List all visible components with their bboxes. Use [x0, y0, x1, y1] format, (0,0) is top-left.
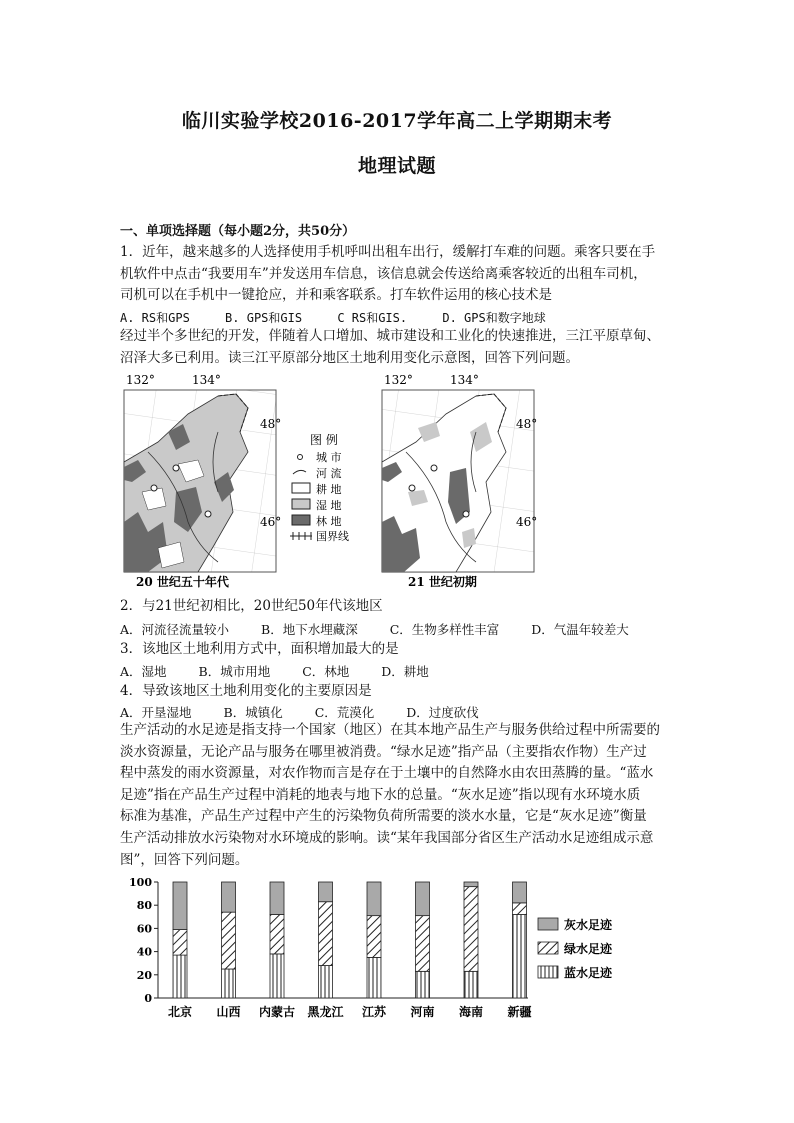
bar-segment-蓝水足迹 — [222, 969, 236, 998]
legend-border-label: 国界线 — [316, 530, 349, 543]
section-heading: 一、单项选择题（每小题2分，共50分） — [120, 224, 356, 239]
x-tick-label: 北京 — [167, 1005, 193, 1019]
question-2-stem — [120, 596, 680, 618]
option-a: A．湿地 — [120, 664, 167, 679]
question-3-stem — [120, 639, 680, 661]
lon-label-right-132: 132° — [384, 373, 413, 387]
bar-segment-蓝水足迹 — [513, 914, 527, 998]
legend-forest-label: 林 地 — [316, 515, 342, 528]
bar-segment-蓝水足迹 — [173, 955, 187, 998]
option-d: D．过度砍伐 — [406, 705, 479, 720]
x-tick-label: 河南 — [410, 1005, 435, 1019]
option-c: C RS和GIS. — [337, 311, 408, 325]
x-tick-label: 江苏 — [361, 1005, 387, 1019]
lat-label-46-left: 46° — [260, 515, 282, 529]
border-icon — [290, 532, 312, 540]
bar-segment-灰水足迹 — [513, 882, 527, 903]
question-1-options — [120, 309, 574, 326]
text-line: 经过半个多世纪的开发，伴随着人口增加、城市建设和工业化的快速推进，三江平原草甸、 — [120, 328, 660, 344]
wetland-icon — [292, 499, 310, 509]
x-tick-label: 海南 — [458, 1005, 484, 1019]
text-line: 生产活动排放水污染物对水环境成的影响。读“某年我国部分省区生产活动水足迹组成示意 — [120, 829, 654, 846]
lon-label-right-134: 134° — [450, 373, 479, 387]
y-tick-label: 40 — [136, 945, 152, 959]
lon-label-left-132: 132° — [126, 373, 155, 387]
lat-label-46-right: 46° — [516, 515, 538, 529]
y-tick-label: 0 — [144, 992, 152, 1005]
legend-wetland — [292, 498, 342, 512]
x-tick-label: 新疆 — [507, 1005, 532, 1019]
legend-swatch — [538, 942, 558, 954]
option-a: A．河流径流量较小 — [120, 622, 230, 637]
option-d: D. GPS和数字地球 — [442, 311, 546, 325]
legend-label: 蓝水足迹 — [564, 966, 613, 980]
page-subtitle: 地理试题 — [357, 155, 436, 177]
text-line: 司机可以在手机中一键抢应，并和乘客联系。打车软件运用的核心技术是 — [120, 287, 552, 304]
text-line: 沼泽大多已利用。读三江平原部分地区土地利用变化示意图，回答下列问题。 — [120, 349, 579, 366]
bar-segment-绿水足迹 — [173, 930, 187, 956]
map-left-caption: 20 世纪五十年代 — [136, 575, 229, 589]
text-line: 3．该地区土地利用方式中，面积增加最大的是 — [120, 641, 399, 657]
map-2000s — [382, 390, 534, 589]
bar-segment-灰水足迹 — [416, 882, 430, 916]
farmland-icon — [292, 483, 310, 493]
map-intro — [120, 326, 680, 369]
legend-river-label: 河 流 — [316, 467, 342, 480]
bar-segment-蓝水足迹 — [464, 971, 478, 998]
option-b: B．城镇化 — [223, 705, 283, 720]
option-b: B．地下水埋藏深 — [261, 622, 358, 637]
text-line: 生产活动的水足迹是指支持一个国家（地区）在其本地产品生产与服务供给过程中所需要的 — [120, 722, 660, 738]
text-line: 标准为基准，产品生产过程中产生的污染物负荷所需要的淡水水量，它是“灰水足迹”衡量 — [120, 808, 647, 825]
bar-segment-绿水足迹 — [367, 916, 381, 958]
city-icon — [298, 455, 303, 460]
chart-x-labels — [168, 1004, 532, 1019]
bar-segment-蓝水足迹 — [270, 954, 284, 998]
legend-city — [298, 451, 342, 464]
x-tick-label: 黑龙江 — [307, 1005, 344, 1019]
text-line: 机软件中点击“我要用车”并发送用车信息，该信息就会传送给离乘客较近的出租车司机， — [120, 265, 647, 282]
lat-label-48-left: 48° — [260, 417, 282, 431]
map-1950s — [124, 390, 276, 589]
bar-segment-灰水足迹 — [270, 882, 284, 914]
water-footprint-chart — [120, 870, 630, 1030]
question-4-options — [120, 703, 507, 721]
option-d: D．气温年较差大 — [531, 622, 629, 637]
y-tick-label: 60 — [136, 922, 152, 936]
water-footprint-intro — [120, 720, 680, 871]
lon-label-left-134: 134° — [192, 373, 221, 387]
question-4-stem — [120, 681, 680, 703]
text-line: 2．与21世纪初相比，20世纪50年代该地区 — [120, 598, 383, 614]
legend-forest — [292, 514, 342, 528]
text-line: 4．导致该地区土地利用变化的主要原因是 — [120, 683, 372, 699]
bar-segment-蓝水足迹 — [367, 957, 381, 998]
legend-farmland — [292, 482, 342, 496]
legend-farmland-label: 耕 地 — [316, 483, 342, 496]
option-d: D．耕地 — [381, 664, 429, 679]
option-c: C．荒漠化 — [314, 705, 375, 720]
legend-label: 绿水足迹 — [564, 942, 613, 956]
option-c: C．生物多样性丰富 — [389, 622, 500, 637]
bar-segment-绿水足迹 — [222, 912, 236, 969]
river-icon — [293, 470, 306, 474]
bar-segment-灰水足迹 — [222, 882, 236, 912]
bar-segment-蓝水足迹 — [416, 971, 430, 998]
legend-city-label: 城 市 — [316, 451, 342, 464]
bar-segment-灰水足迹 — [173, 882, 187, 930]
legend-border — [290, 529, 349, 543]
chart-bars — [173, 882, 527, 998]
legend-label: 灰水足迹 — [564, 918, 613, 932]
bar-segment-绿水足迹 — [464, 887, 478, 972]
option-b: B. GPS和GIS — [225, 311, 303, 325]
option-c: C．林地 — [302, 664, 350, 679]
bar-segment-绿水足迹 — [416, 916, 430, 972]
bar-segment-蓝水足迹 — [319, 966, 333, 998]
text-line: 程中蒸发的雨水资源量，对农作物而言是存在于土壤中的自然降水由农田蒸腾的量。“蓝水 — [120, 765, 654, 782]
bar-segment-绿水足迹 — [513, 903, 527, 915]
land-use-map-figure — [118, 372, 538, 592]
x-tick-label: 内蒙古 — [258, 1005, 296, 1019]
x-tick-label: 山西 — [216, 1005, 241, 1019]
y-tick-label: 100 — [129, 876, 152, 889]
bar-segment-灰水足迹 — [367, 882, 381, 916]
y-tick-label: 20 — [136, 968, 152, 982]
text-line: 1．近年，越来越多的人选择使用手机呼叫出租车出行，缓解打车难的问题。乘客只要在手 — [120, 244, 656, 260]
bar-segment-绿水足迹 — [270, 914, 284, 953]
text-line: 淡水资源量，无论产品与服务在哪里被消费。“绿水足迹”指产品（主要指农作物）生产过 — [120, 743, 647, 760]
bar-segment-灰水足迹 — [464, 882, 478, 887]
bar-segment-灰水足迹 — [319, 882, 333, 902]
option-a: A. RS和GPS — [120, 311, 190, 325]
map-right-caption: 21 世纪初期 — [408, 575, 477, 589]
y-tick-label: 80 — [136, 899, 152, 913]
bar-segment-绿水足迹 — [319, 902, 333, 966]
option-b: B．城市用地 — [198, 664, 271, 679]
legend-swatch — [538, 966, 558, 978]
legend-swatch — [538, 918, 558, 930]
text-line: 图”，回答下列问题。 — [120, 851, 249, 868]
legend-river — [293, 466, 342, 480]
question-1-stem — [120, 242, 680, 307]
question-3-options — [120, 662, 457, 680]
lat-label-48-right: 48° — [516, 417, 538, 431]
forest-icon — [292, 515, 310, 525]
question-2-options — [120, 620, 657, 638]
page-title: 临川实验学校2016-2017学年高二上学期期末考 — [181, 110, 613, 132]
legend-title: 图 例 — [310, 433, 338, 447]
option-a: A．开垦湿地 — [120, 705, 192, 720]
text-line: 足迹”指在产品生产过程中消耗的地表与地下水的总量。“灰水足迹”指以现有水环境水质 — [120, 786, 641, 803]
map-legend — [290, 432, 349, 543]
chart-legend — [538, 917, 613, 980]
legend-wetland-label: 湿 地 — [316, 499, 342, 512]
